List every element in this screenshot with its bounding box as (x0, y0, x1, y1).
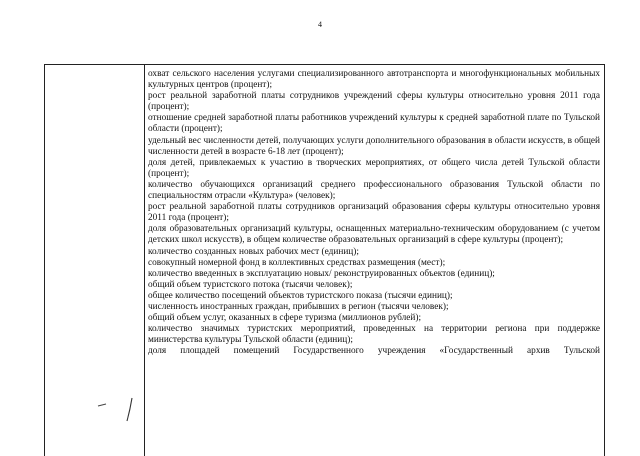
indicator-item: отношение средней заработной платы работников учреждений культуры к средней заработной плате по Тульской области (процент); (148, 113, 600, 135)
indicator-item: количество введенных в эксплуатацию новых/ реконструированных объектов (единиц); (148, 268, 495, 279)
indicator-item: рост реальной заработной платы сотрудников организаций образования сферы культуры относительно уровня 2011 года (процент); (148, 202, 600, 224)
indicator-item: численность иностранных граждан, прибывших в регион (тысячи человек); (148, 301, 449, 312)
indicator-item: доля образовательных организаций культуры, оснащенных материально-техническим оборудованием (с учетом детских школ искусств), в общем количестве образовательных организаций в сфере культуры (процент); (148, 224, 600, 246)
indicator-item: общее количество посещений объектов туристского показа (тысячи единиц); (148, 290, 453, 301)
indicator-item: количество обучающихся организаций среднего профессионального образования Тульской области по специальностям отрасли «Культура» (человек); (148, 179, 600, 202)
indicator-item: общий объем туристского потока (тысячи человек); (148, 279, 353, 290)
indicator-item: доля площадей помещений Государственного учреждения «Государственный архив Тульской (148, 346, 600, 357)
indicator-item: количество созданных новых рабочих мест (единиц); (148, 246, 359, 257)
indicator-item: количество значимых туристских мероприятий, проведенных на территории региона при поддержке министерства культуры Тульской области (единиц); (148, 324, 600, 346)
indicator-item: рост реальной заработной платы сотрудников учреждений сферы культуры относительно уровня 2011 года (процент); (148, 91, 600, 113)
indicator-item: совокупный номерной фонд в коллективных средствах размещения (мест); (148, 257, 446, 268)
indicator-item: доля детей, привлекаемых к участию в творческих мероприятиях, от общего числа детей Тульской области (процент); (148, 157, 600, 179)
indicators-cell (148, 69, 600, 357)
indicator-item: общий объем услуг, оказанных в сфере туризма (миллионов рублей); (148, 313, 422, 324)
page-number: 4 (318, 20, 322, 29)
pen-mark-icon (92, 392, 152, 422)
indicator-item: охват сельского населения услугами специализированного автотранспорта и многофункциональных мобильных культурных центров (процент); (148, 69, 600, 91)
indicator-item: удельный вес численности детей, получающих услуги дополнительного образования в области искусств, в общей численности детей в возрасте 6-18 лет (процент); (148, 135, 600, 157)
